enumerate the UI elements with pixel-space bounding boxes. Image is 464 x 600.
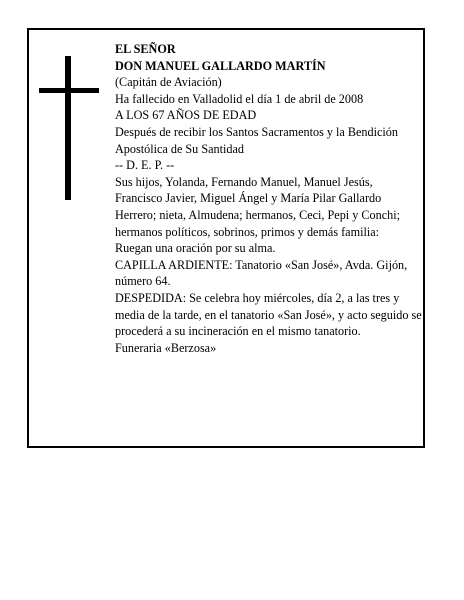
notice-title: EL SEÑOR: [115, 42, 176, 56]
obituary-notice: [27, 28, 425, 448]
obituary-text: [115, 41, 423, 356]
deceased-name: DON MANUEL GALLARDO MARTÍN: [115, 58, 326, 73]
chapel-info: CAPILLA ARDIENTE: Tanatorio «San José», Avda. Gijón, número 64.: [115, 257, 408, 289]
sacraments-statement: Después de recibir los Santos Sacramentos y la Bendición Apostólica de Su Santidad: [115, 124, 398, 156]
deceased-rank: (Capitán de Aviación): [115, 75, 222, 90]
cross-horizontal-bar: [39, 88, 99, 93]
latin-cross-icon: [39, 56, 99, 200]
prayer-request: Ruegan una oración por su alma.: [115, 241, 276, 256]
funeral-home: Funeraria «Berzosa»: [115, 340, 217, 355]
death-statement: Ha fallecido en Valladolid el día 1 de abril de 2008: [115, 91, 364, 106]
family-list: Sus hijos, Yolanda, Fernando Manuel, Manuel Jesús, Francisco Javier, Miguel Ángel y María Pilar Gallardo Herrero; nieta, Almudena; hermanos, Ceci, Pepi y Conchi; hermanos políticos, sobrinos, primos y demás familia:: [115, 174, 400, 239]
age-statement: A LOS 67 AÑOS DE EDAD: [115, 108, 257, 123]
cross-vertical-bar: [65, 56, 71, 200]
rip-line: -- D. E. P. --: [115, 158, 175, 173]
farewell-info: DESPEDIDA: Se celebra hoy miércoles, día 2, a las tres y media de la tarde, en el tanatorio «San José», y acto seguido se procederá a su incineración en el mismo tanatorio.: [115, 290, 422, 339]
